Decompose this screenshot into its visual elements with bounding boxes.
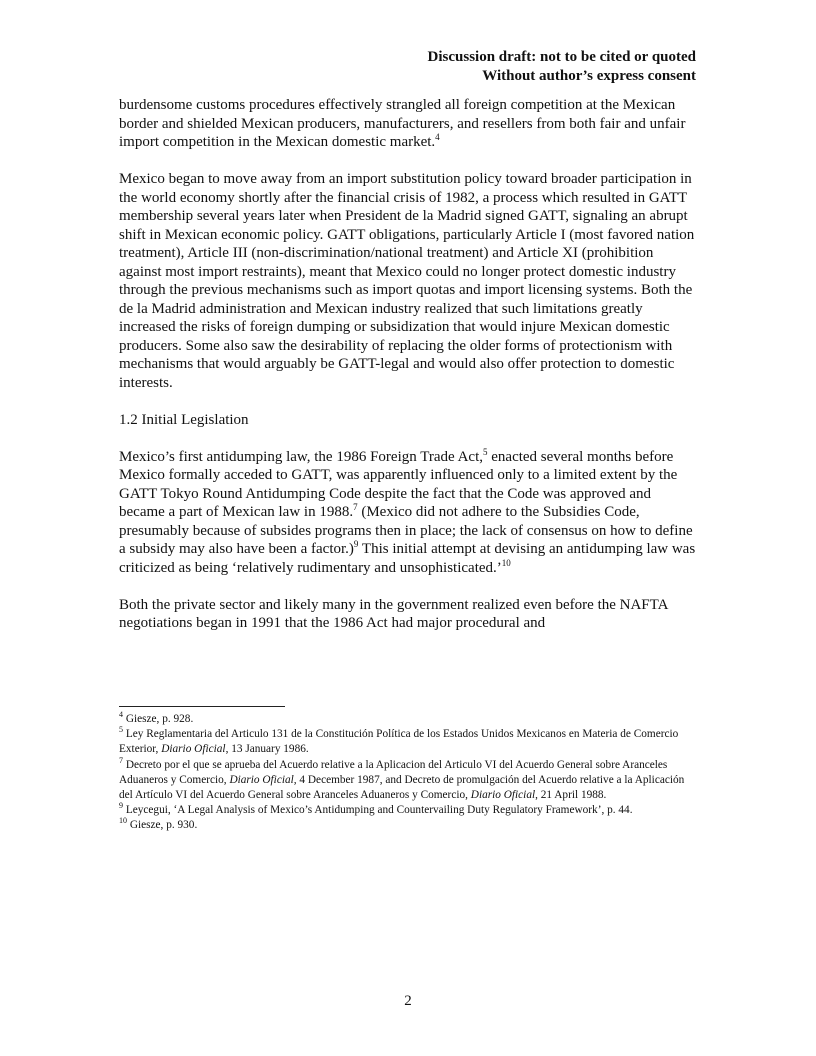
footnote-number: 9 [119, 801, 123, 811]
footnote-ref-5[interactable]: 5 [483, 446, 488, 457]
page-number: 2 [404, 993, 412, 1009]
paragraph2-part2: enacted several months before Mexico formally acceded to GATT, was apparently influenced only to a limited extent by the GATT Tokyo Round Antidumping Code despite the fact that the Code was approved and became a part of Mexican law in 1988. [119, 448, 678, 520]
paragraph-initial-legislation [119, 448, 696, 578]
section-heading: 1.2 Initial Legislation [119, 411, 249, 428]
footnotes [119, 712, 696, 834]
footnote-ref-7[interactable]: 7 [353, 502, 358, 512]
block-quote-text: burdensome customs procedures effectively strangled all foreign competition at the Mexican border and shielded Mexican producers, manufacturers, and resellers from both fair and unfair import competition in the Mexican domestic market. [119, 97, 686, 150]
footnote-text: Giesze, p. 928. [123, 713, 194, 725]
footnote-5 [119, 727, 696, 757]
paragraph-nafta: Both the private sector and likely many in the government realized even before the NAFTA negotiations began in 1991 that the 1986 Act had major procedural and [119, 596, 668, 631]
footnote-separator [119, 706, 285, 707]
draft-notice-header [428, 48, 696, 86]
paragraph2-part3: (Mexico did not adhere to the Subsidies Code, presumably because of subsides programs then in place; the lack of consensus on how to define a subsidy may also have been a factor.) [119, 504, 693, 557]
footnote-number: 5 [119, 725, 123, 735]
block-quote [119, 96, 696, 152]
footnote-text: , 13 January 1986. [225, 743, 309, 756]
journal-title: Diario Oficial [161, 743, 226, 756]
paragraph2-part4: This initial attempt at devising an antidumping law was criticized as being ‘relatively rudimentary and unsophisticated.’ [119, 541, 696, 576]
footnote-10 [119, 818, 696, 833]
footnote-text: , 21 April 1988. [535, 789, 607, 802]
footnote-ref-4[interactable]: 4 [435, 132, 440, 142]
journal-title: Diario Oficial, [229, 773, 297, 786]
footnote-number: 4 [119, 710, 123, 720]
footnote-ref-9[interactable]: 9 [353, 539, 359, 549]
footnote-number: 10 [119, 816, 127, 826]
paragraph2-part1: Mexico’s first antidumping law, the 1986 Foreign Trade Act, [119, 448, 483, 465]
footnote-4 [119, 712, 696, 727]
header-line-2: Without author’s express consent [482, 68, 696, 84]
footnote-text: Leycegui, ‘A Legal Analysis of Mexico’s Antidumping and Countervailing Duty Regulatory Framework’, p. 44. [123, 804, 633, 817]
journal-title: Diario Oficial [470, 789, 536, 802]
footnote-ref-10[interactable]: 10 [501, 557, 511, 568]
header-line-1: Discussion draft: not to be cited or quoted [427, 49, 696, 65]
footnote-text: Giesze, p. 930. [127, 819, 198, 832]
footnote-7 [119, 755, 696, 804]
footnote-text: 4 December 1987, and Decreto de promulgación del Acuerdo relative a la Aplicación del Artículo VI del Acuerdo General sobre Aranceles Aduaneros y Comercio, [119, 773, 685, 802]
footnote-text: Decreto por el que se aprueba del Acuerdo relative a la Aplicacion del Articulo VI del Acuerdo General sobre Aranceles Aduaneros y Comercio, [119, 758, 668, 786]
main-text [119, 96, 696, 633]
paragraph-gatt-accession: Mexico began to move away from an import substitution policy toward broader participation in the world economy shortly after the financial crisis of 1982, a process which resulted in GATT membership several years later when President de la Madrid signed GATT, signaling an abrupt shift in Mexican economic policy. GATT obligations, particularly Article I (most favored nation treatment), Article III (non-discrimination/national treatment) and Article XI (prohibition against most import restraints), meant that Mexico could no longer protect domestic industry through the previous mechanisms such as import quotas and import licensing systems. Both the de la Madrid administration and Mexican industry realized that such limitations greatly increased the risks of foreign dumping or subsidization that would injure Mexican domestic producers. Some also saw the desirability of replacing the older forms of protectionism with mechanisms that would arguably be GATT-legal and would also offer protection to domestic interests. [119, 171, 695, 391]
footnote-number: 7 [119, 755, 123, 765]
footnote-text: Ley Reglamentaria del Articulo 131 de la Constitución Política de los Estados Unidos Mexicanos en Materia de Comercio Exterior, [119, 728, 679, 756]
footnote-9 [119, 803, 696, 818]
